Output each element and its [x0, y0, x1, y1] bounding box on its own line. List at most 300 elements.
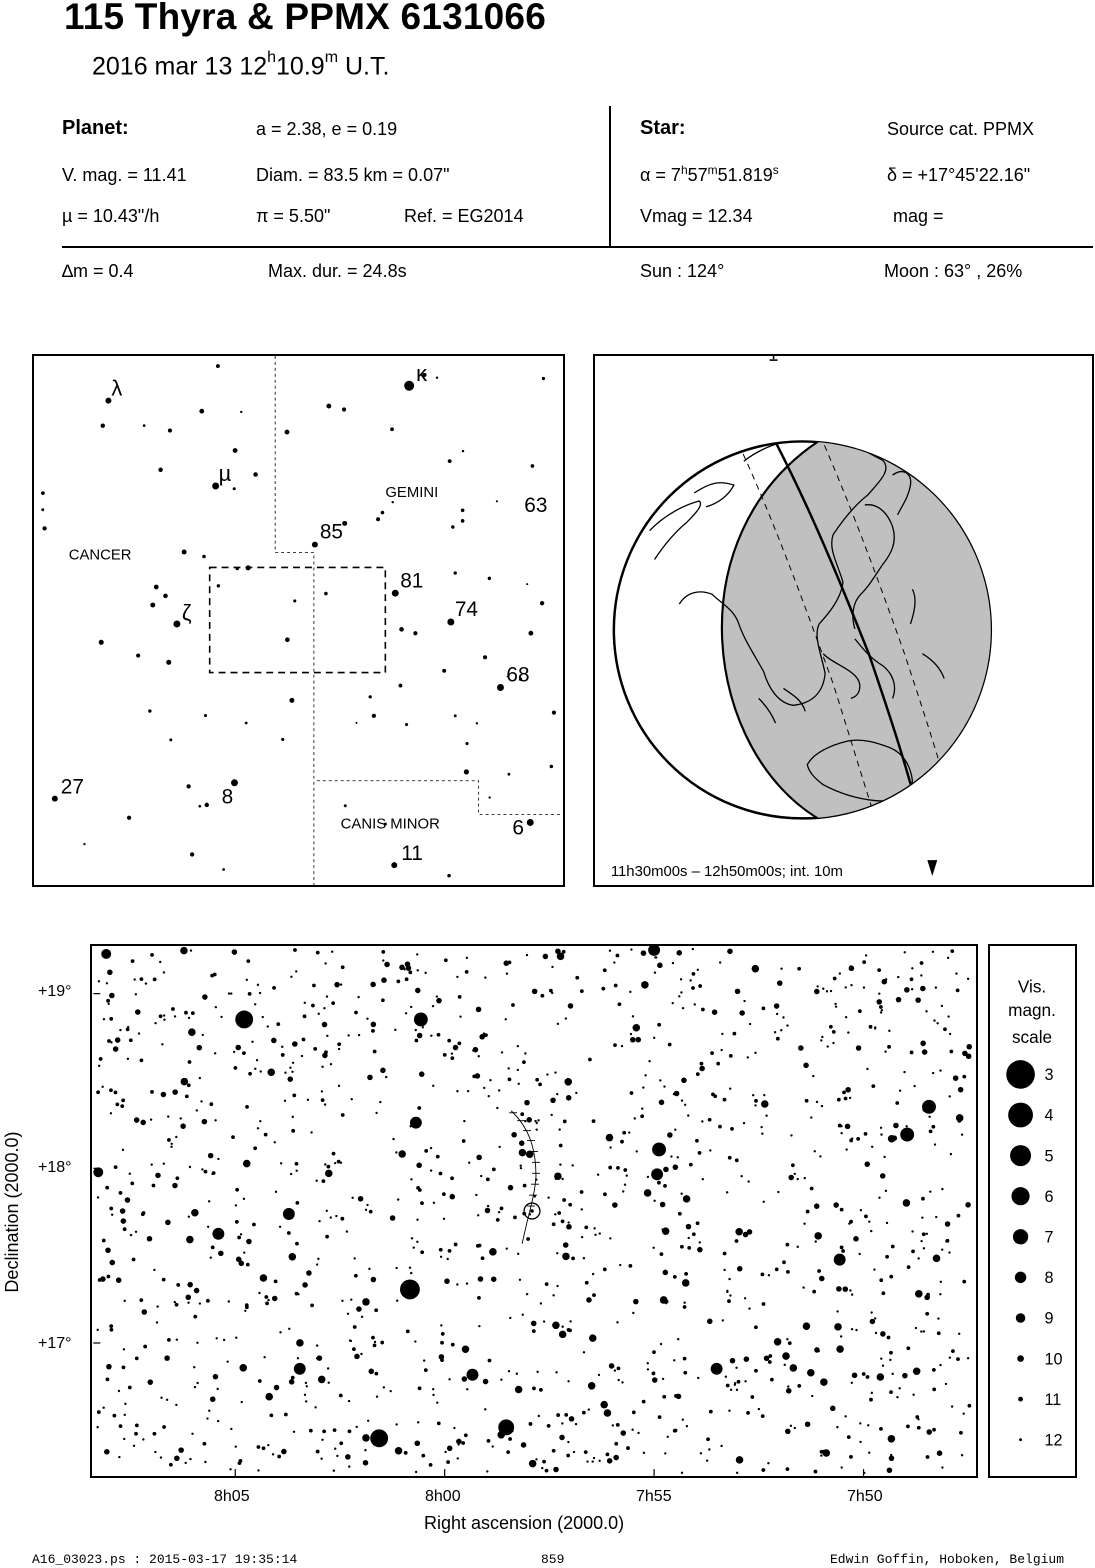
chart-star: [830, 1406, 836, 1412]
chart-star: [519, 1140, 525, 1146]
footer-author: Edwin Goffin, Hoboken, Belgium: [830, 1552, 1065, 1567]
chart-star: [790, 1134, 792, 1136]
chart-star: [424, 1368, 428, 1372]
chart-star: [310, 1131, 312, 1133]
chart-star: [326, 1210, 328, 1212]
chart-star: [883, 1156, 885, 1158]
chart-star: [879, 1278, 883, 1282]
chart-star: [557, 1023, 559, 1025]
chart-star: [663, 1085, 665, 1087]
chart-star: [176, 1283, 180, 1287]
chart-star: [727, 949, 733, 955]
chart-star: [284, 1413, 288, 1417]
chart-star: [567, 1328, 571, 1332]
chart-star: [739, 1010, 745, 1016]
chart-star: [630, 1037, 636, 1043]
chart-star: [723, 1098, 727, 1102]
chart-star: [594, 1234, 596, 1236]
chart-star: [667, 1132, 673, 1138]
chart-star: [689, 1163, 693, 1167]
chart-star: [929, 1190, 931, 1192]
chart-star: [97, 1196, 99, 1198]
chart-star: [526, 954, 528, 956]
chart-star: [870, 1230, 872, 1232]
chart-star: [686, 1425, 688, 1427]
chart-star: [519, 1279, 521, 1281]
chart-star: [175, 1404, 177, 1406]
chart-star: [654, 956, 656, 958]
chart-star: [920, 986, 926, 992]
chart-star: [98, 1065, 100, 1067]
chart-star: [496, 1107, 498, 1109]
chart-star: [363, 1460, 369, 1466]
chart-star: [761, 1273, 765, 1277]
chart-star: [228, 1300, 230, 1302]
chart-star: [559, 1435, 565, 1441]
chart-star: [235, 1204, 237, 1206]
target-star: [530, 1209, 534, 1213]
chart-star: [196, 1342, 198, 1344]
chart-star: [662, 1395, 666, 1399]
chart-star: [652, 1247, 654, 1249]
chart-star: [404, 1451, 408, 1455]
chart-star: [109, 1324, 113, 1328]
chart-star: [172, 1089, 178, 1095]
chart-star: [374, 1341, 376, 1343]
chart-star: [110, 1041, 112, 1043]
globe-map: [593, 354, 1094, 887]
chart-star: [381, 998, 385, 1002]
chart-star: [686, 1224, 692, 1230]
chart-star: [484, 976, 486, 978]
chart-star: [814, 1203, 820, 1209]
chart-star: [932, 1368, 936, 1372]
chart-star: [833, 1202, 839, 1208]
chart-star: [917, 1418, 919, 1420]
chart-star: [543, 1320, 545, 1322]
chart-star: [880, 1011, 882, 1013]
chart-star: [849, 965, 855, 971]
chart-star: [768, 1360, 772, 1364]
chart-star: [851, 1293, 853, 1295]
chart-star: [497, 1431, 505, 1439]
chart-star: [556, 1093, 558, 1095]
chart-star: [951, 1405, 953, 1407]
legend-mag-label: 10: [1044, 1350, 1063, 1369]
x-tick-7h55: 7h55: [636, 1488, 672, 1505]
chart-star: [798, 1045, 804, 1051]
chart-star: [406, 1288, 408, 1290]
chart-star: [489, 1079, 491, 1081]
chart-star: [498, 1146, 500, 1148]
chart-star: [356, 1306, 362, 1312]
chart-star: [730, 1389, 732, 1391]
chart-star: [765, 1114, 767, 1116]
chart-star: [214, 1052, 216, 1054]
chart-star: [904, 951, 906, 953]
chart-star: [634, 1117, 636, 1119]
chart-star: [191, 1011, 195, 1015]
chart-star: [868, 1220, 870, 1222]
legend-mag-label: 11: [1044, 1390, 1062, 1409]
chart-star: [204, 1170, 208, 1174]
chart-star: [332, 1152, 336, 1156]
chart-star: [121, 1218, 127, 1224]
chart-star: [917, 1257, 919, 1259]
chart-star: [932, 1428, 936, 1432]
chart-star: [896, 997, 902, 1003]
chart-star: [347, 1313, 349, 1315]
chart-star: [797, 967, 801, 971]
chart-star: [174, 1455, 180, 1461]
chart-star: [911, 1249, 915, 1253]
chart-star: [847, 1031, 849, 1033]
chart-star: [97, 1410, 101, 1414]
chart-star: [484, 1408, 486, 1410]
chart-star: [663, 1167, 669, 1173]
chart-star: [181, 1078, 189, 1086]
chart-star: [302, 1282, 308, 1288]
finder-star: [399, 684, 403, 688]
chart-star: [609, 1146, 611, 1148]
chart-star: [330, 1216, 332, 1218]
chart-star: [145, 982, 147, 984]
chart-star: [122, 1365, 126, 1369]
chart-star: [156, 1305, 158, 1307]
chart-star: [819, 1155, 821, 1157]
chart-star: [538, 1082, 542, 1086]
chart-star: [762, 1007, 766, 1011]
chart-star: [782, 1016, 784, 1018]
chart-star: [127, 1058, 129, 1060]
chart-star: [561, 1178, 563, 1180]
chart-star: [660, 1301, 662, 1303]
chart-star: [318, 1013, 320, 1015]
chart-star: [163, 1014, 165, 1016]
chart-star: [324, 1050, 328, 1054]
chart-star: [617, 1379, 619, 1381]
chart-star: [932, 1072, 934, 1074]
chart-star: [307, 1099, 309, 1101]
chart-star: [164, 1355, 170, 1361]
chart-star: [318, 1220, 320, 1222]
chart-star: [836, 1310, 838, 1312]
chart-star: [575, 1092, 577, 1094]
chart-star: [472, 1074, 476, 1078]
chart-star: [241, 1401, 243, 1403]
finder-star: [41, 491, 45, 495]
chart-star: [790, 1425, 792, 1427]
chart-star: [935, 1216, 937, 1218]
chart-star: [845, 1148, 847, 1150]
chart-star: [550, 1098, 556, 1104]
chart-star: [697, 1377, 699, 1379]
chart-star: [395, 1267, 397, 1269]
chart-star: [612, 1202, 618, 1208]
chart-star: [626, 1174, 628, 1176]
constellation-gemini: GEMINI: [385, 484, 439, 501]
chart-star: [341, 1300, 343, 1302]
chart-star: [120, 1104, 124, 1108]
chart-star: [322, 1022, 328, 1028]
chart-star: [599, 1232, 601, 1234]
finder-star: [466, 742, 469, 745]
chart-star: [849, 1097, 851, 1099]
chart-star: [135, 993, 137, 995]
chart-star: [418, 1386, 422, 1390]
chart-star: [97, 1329, 99, 1331]
chart-star: [845, 1087, 851, 1093]
chart-star: [532, 989, 538, 995]
moon-info: Moon : 63° , 26%: [884, 261, 1023, 281]
legend-title-line2: magn.: [1008, 1000, 1056, 1021]
chart-star: [683, 1305, 687, 1309]
chart-star: [444, 1278, 450, 1284]
chart-star: [931, 1125, 935, 1129]
chart-star: [160, 1456, 162, 1458]
chart-star: [306, 1270, 312, 1276]
chart-star: [152, 1184, 156, 1188]
chart-star: [405, 1012, 407, 1014]
chart-star: [201, 1168, 203, 1170]
chart-star: [526, 1293, 528, 1295]
chart-star: [709, 1410, 713, 1414]
chart-star: [945, 1221, 951, 1227]
chart-star: [589, 1334, 597, 1342]
star-label-81: 81: [400, 569, 424, 593]
chart-star: [933, 1019, 935, 1021]
chart-star: [214, 1119, 216, 1121]
chart-star: [451, 1343, 455, 1347]
chart-star: [312, 984, 316, 988]
chart-star: [805, 1099, 809, 1103]
chart-star: [632, 1015, 634, 1017]
chart-star: [451, 1052, 453, 1054]
chart-star: [966, 1044, 972, 1050]
finder-star: [451, 525, 455, 529]
chart-star: [614, 984, 618, 988]
legend-dot: [1010, 1145, 1031, 1166]
finder-star: [540, 601, 544, 605]
chart-star: [416, 1162, 422, 1168]
chart-star: [870, 1319, 876, 1325]
chart-star: [880, 1127, 882, 1129]
chart-star: [662, 1378, 664, 1380]
chart-star: [720, 1049, 722, 1051]
chart-star: [633, 1299, 639, 1305]
chart-star: [937, 1317, 939, 1319]
chart-star: [254, 1003, 256, 1005]
chart-star: [606, 1453, 610, 1457]
chart-star: [677, 1338, 679, 1340]
chart-star: [259, 992, 261, 994]
chart-star: [682, 1007, 684, 1009]
legend-mag-label: 4: [1044, 1106, 1054, 1125]
chart-star: [761, 1133, 763, 1135]
chart-star: [727, 1299, 731, 1303]
planet-parallax: π = 5.50": [256, 206, 331, 226]
chart-star: [934, 1143, 936, 1145]
chart-star: [188, 1028, 196, 1036]
chart-star: [962, 1075, 966, 1079]
chart-star: [735, 1158, 739, 1162]
chart-star: [843, 1286, 849, 1292]
chart-star: [464, 1433, 468, 1437]
finder-star: [369, 695, 372, 698]
star-label-85: 85: [319, 520, 344, 544]
chart-star: [334, 982, 340, 988]
chart-star: [922, 1232, 926, 1236]
chart-star: [537, 1119, 539, 1121]
chart-star: [279, 1331, 281, 1333]
chart-star: [862, 960, 866, 964]
chart-star: [728, 1410, 730, 1412]
chart-star: [683, 1302, 685, 1304]
chart-star: [660, 1252, 664, 1256]
chart-star: [154, 1022, 156, 1024]
chart-star: [652, 1143, 666, 1157]
chart-star: [939, 1293, 941, 1295]
finder-star: [461, 508, 465, 512]
chart-star: [135, 1231, 137, 1233]
chart-star: [382, 959, 384, 961]
chart-star: [598, 1374, 600, 1376]
chart-star: [961, 1454, 963, 1456]
chart-star: [326, 995, 328, 997]
info-rule: [62, 246, 1093, 248]
chart-star: [834, 1323, 842, 1331]
chart-star: [390, 1390, 392, 1392]
chart-star: [406, 1330, 410, 1334]
finder-star: [528, 631, 533, 636]
chart-star: [682, 1279, 690, 1287]
chart-star: [541, 1467, 543, 1469]
chart-star: [505, 1018, 507, 1020]
chart-star: [259, 1120, 261, 1122]
chart-star: [292, 1094, 296, 1098]
chart-star: [230, 1428, 232, 1430]
chart-star: [511, 1132, 517, 1138]
chart-star: [202, 1034, 204, 1036]
chart-star: [501, 1051, 503, 1053]
chart-star: [791, 1163, 795, 1167]
chart-star: [562, 1253, 570, 1261]
chart-star: [546, 1073, 548, 1075]
chart-star: [895, 1101, 899, 1105]
chart-star: [331, 951, 333, 953]
chart-star: [936, 1022, 938, 1024]
finder-star: [372, 714, 376, 718]
chart-star: [680, 978, 682, 980]
chart-star: [613, 1455, 619, 1461]
chart-star: [423, 1359, 425, 1361]
chart-star: [907, 1265, 911, 1269]
chart-star: [339, 1394, 343, 1398]
chart-star: [101, 1086, 103, 1088]
legend-dot: [1008, 1103, 1033, 1128]
finder-star: [488, 796, 490, 798]
chart-star: [417, 1421, 419, 1423]
chart-star: [863, 986, 865, 988]
chart-star: [107, 1275, 111, 1279]
chart-star: [220, 1232, 222, 1234]
chart-star: [593, 1227, 595, 1229]
chart-star: [202, 1119, 208, 1125]
legend-mag-label: 9: [1044, 1309, 1054, 1328]
star-label-zeta: ζ: [181, 600, 192, 626]
chart-star: [253, 1146, 257, 1150]
chart-star: [180, 947, 188, 955]
chart-star: [728, 1156, 732, 1160]
chart-star: [130, 1182, 134, 1186]
chart-star: [736, 1456, 744, 1464]
chart-star: [439, 1248, 443, 1252]
chart-star: [466, 957, 468, 959]
chart-star: [754, 1325, 758, 1329]
chart-star: [322, 1430, 326, 1434]
chart-star: [385, 1076, 387, 1078]
chart-star: [410, 1272, 412, 1274]
chart-star: [129, 1173, 131, 1175]
chart-star: [420, 1250, 424, 1254]
chart-star: [290, 1173, 292, 1175]
chart-star: [893, 1123, 899, 1129]
star-label-8: 8: [221, 785, 234, 809]
chart-star: [456, 1090, 458, 1092]
chart-star: [867, 1424, 869, 1426]
star-label-lambda: λ: [111, 375, 123, 401]
chart-star: [248, 1072, 252, 1076]
chart-star: [777, 1191, 779, 1193]
chart-star: [208, 1153, 214, 1159]
chart-star: [879, 1005, 883, 1009]
chart-star: [674, 1091, 680, 1097]
chart-star: [340, 983, 342, 985]
chart-star: [614, 1369, 616, 1371]
chart-star: [147, 1236, 153, 1242]
chart-star: [289, 1379, 295, 1385]
finder-chart: [32, 354, 565, 887]
chart-star: [794, 1427, 796, 1429]
chart-star: [96, 1426, 98, 1428]
y-tick-19: +19°: [38, 983, 72, 1000]
chart-star: [582, 1411, 586, 1415]
chart-star: [653, 1037, 655, 1039]
chart-star: [906, 1346, 910, 1350]
chart-star: [316, 1450, 320, 1454]
chart-star: [840, 1335, 842, 1337]
chart-star: [926, 1233, 928, 1235]
chart-star: [226, 1360, 228, 1362]
chart-star: [322, 1179, 326, 1183]
chart-star: [531, 1321, 537, 1327]
chart-star: [616, 954, 620, 958]
chart-star: [245, 1305, 249, 1309]
chart-star: [324, 962, 326, 964]
finder-star: [136, 654, 140, 658]
chart-star: [334, 1162, 336, 1164]
finder-star: [154, 585, 159, 590]
legend-dot: [1006, 1060, 1035, 1089]
chart-star: [129, 1038, 133, 1042]
finder-star: [289, 698, 294, 703]
chart-star: [122, 1149, 124, 1151]
chart-star: [143, 1345, 147, 1349]
chart-star: [264, 1133, 268, 1137]
chart-star: [554, 1213, 556, 1215]
finder-star: [240, 411, 242, 413]
chart-star: [208, 1200, 210, 1202]
